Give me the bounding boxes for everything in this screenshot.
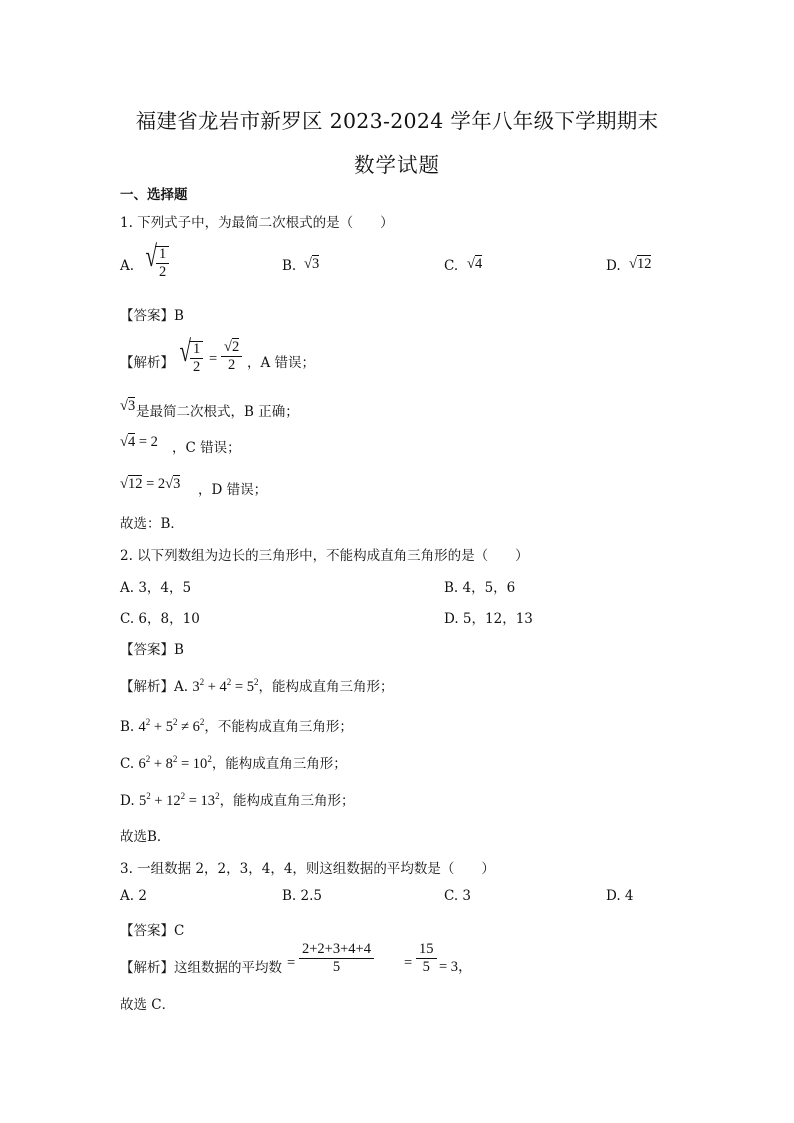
q2-analysis-d-tail: ，能构成直角三角形； <box>219 793 355 809</box>
q1-option-b-math: √3 <box>304 256 320 272</box>
q2-conclusion: 故选B． <box>120 829 171 845</box>
q2-analysis-b-math: $4^2 + 5^2 \ne 6^2$ <box>138 717 205 735</box>
q1-option-d-math: √12 <box>629 256 652 272</box>
q2-option-b: B. 4，5，6 <box>444 580 516 596</box>
q2-analysis-a-math: $3^2 + 4^2 = 5^2$ <box>192 677 259 695</box>
q2-option-d: D. 5，12，13 <box>444 611 533 627</box>
q1-analysis-line3-math: √4 = 2 <box>120 434 158 450</box>
q2-analysis-c <box>120 752 347 773</box>
q2-analysis-a-tail: ，能构成直角三角形； <box>258 679 394 695</box>
q2-analysis-a-prefix: 【解析】A. <box>120 679 189 695</box>
q1-answer: 【答案】B <box>120 308 184 324</box>
q1-stem: 1. 下列式子中，为最简二次根式的是（ ） <box>120 215 394 231</box>
q2-analysis-c-tail: ，能构成直角三角形； <box>211 756 347 772</box>
q2-analysis-d-math: $5^2 + 12^2 = 13^2$ <box>138 791 220 809</box>
q3-stem: 3. 一组数据 2，2，3，4，4，则这组数据的平均数是（ ） <box>120 861 495 877</box>
q2-option-a: A. 3，4，5 <box>120 580 192 596</box>
q1-option-a-label: A. <box>120 258 135 274</box>
q1-analysis-line2-text: 是最简二次根式，B 正确； <box>136 404 299 420</box>
q1-option-d-label: D. <box>606 258 621 274</box>
q2-option-c: C. 6，8，10 <box>120 611 200 627</box>
q2-analysis-b <box>120 715 353 736</box>
q2-stem: 2. 以下列数组为边长的三角形中，不能构成直角三角形的是（ ） <box>120 548 529 564</box>
q1-conclusion: 故选：B． <box>120 516 184 532</box>
q3-conclusion: 故选 C． <box>120 997 176 1013</box>
q1-option-c-label: C. <box>444 258 459 274</box>
q3-option-a: A. 2 <box>120 888 147 904</box>
section-heading: 一、选择题 <box>120 187 188 203</box>
doc-title-line1: 福建省龙岩市新罗区 2023-2024 学年八年级下学期期末 <box>135 109 659 133</box>
q2-analysis-d <box>120 789 355 810</box>
q2-analysis-c-math: $6^2 + 8^2 = 10^2$ <box>138 754 212 772</box>
q2-analysis-c-prefix: C. <box>120 756 135 772</box>
q3-option-c: C. 3 <box>444 888 472 904</box>
q3-analysis-text: 【解析】这组数据的平均数 <box>120 960 282 976</box>
q3-option-b: B. 2.5 <box>282 888 322 904</box>
q2-analysis-a <box>120 675 393 696</box>
doc-title-line2: 数学试题 <box>354 153 440 177</box>
q2-answer: 【答案】B <box>120 642 184 658</box>
q3-answer: 【答案】C <box>120 923 185 939</box>
q1-option-c-math: √4 <box>467 256 483 272</box>
q2-analysis-d-prefix: D. <box>120 793 135 809</box>
q1-analysis-line4-math: √12 = 2√3 <box>120 476 181 492</box>
q3-analysis-math: = 2+2+3+4+4 5 = 15 5 = 3， <box>287 941 473 976</box>
q3-option-d: D. 4 <box>606 888 634 904</box>
q2-analysis-b-prefix: B. <box>120 719 135 735</box>
q1-analysis-line1-math: √ 1 2 = √2 2 <box>177 338 317 382</box>
q1-analysis-label: 【解析】 <box>120 355 174 371</box>
q1-analysis-line2-math: √3 <box>120 398 136 414</box>
q1-option-b-label: B. <box>282 258 297 274</box>
q1-analysis-line1-tail: ，A 错误； <box>247 355 316 371</box>
q1-analysis-line4-text: ，D 错误； <box>198 482 268 498</box>
q2-analysis-b-tail: ，不能构成直角三角形； <box>204 719 353 735</box>
q1-analysis-line3-text: ，C 错误； <box>172 440 241 456</box>
